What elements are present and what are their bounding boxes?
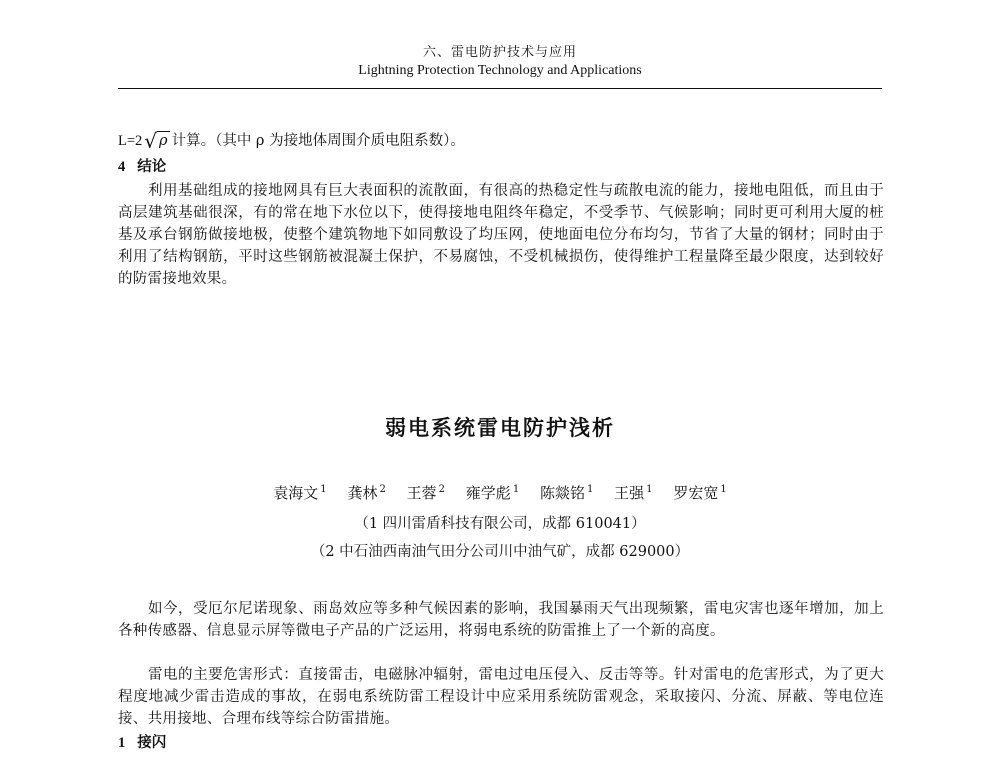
formula-text: 计算。（其中 ρ 为接地体周围介质电阻系数）。	[171, 133, 465, 149]
formula-radicand: ρ	[159, 133, 168, 149]
header-rule	[118, 88, 882, 89]
author: 王强 $^1$	[614, 484, 653, 502]
section4-number: 4	[118, 159, 126, 175]
author: 龚林 $^2$	[347, 484, 386, 502]
formula-prefix: L=2	[118, 133, 143, 149]
header-section-en: Lightning Protection Technology and Applications	[358, 63, 642, 78]
author: 罗宏宽 $^1$	[673, 484, 727, 502]
header-section-zh: 六、雷电防护技术与应用	[422, 45, 577, 60]
intro-paragraph-2: 雷电的主要危害形式：直接雷击，电磁脉冲辐射，雷电过电压侵入、反击等等。针对雷电的危害形式，为了更大程度地减少雷击造成的事故，在弱电系统防雷工程设计中应采用系统防雷观念，采取接闪、分流、屏蔽、等电位连接、共用接地、合理布线等综合防雷措施。	[118, 667, 884, 727]
author: 王蓉 $^2$	[406, 484, 446, 502]
section4-title: 结论	[137, 158, 167, 175]
sqrt-symbol: √ ρ	[144, 129, 168, 153]
section1-number: 1	[118, 735, 126, 751]
author: 袁海文 $^1$	[273, 484, 327, 502]
affiliation-1: （1 四川雷盾科技有限公司，成都 610041）	[354, 516, 646, 532]
section4-paragraph: 利用基础组成的接地网具有巨大表面积的流散面，有很高的热稳定性与疏散电流的能力，接地电阻低，而且由于高层建筑基础很深，有的常在地下水位以下，使得接地电阻终年稳定，不受季节、气候影响；同时更可利用大厦的桩基及承台钢筋做接地极，使整个建筑物地下如同敷设了均压网，使地面电位分布均匀，节省了大量的钢材；同时由于利用了结构钢筋，平时这些钢筋被混凝土保护，不易腐蚀，不受机械损伤，使得维护工程量降至最少限度，达到较好的防雷接地效果。	[118, 183, 884, 287]
section1-heading	[118, 732, 166, 754]
affiliation-2: （2 中石油西南油气田分公司川中油气矿，成都 629000）	[310, 544, 690, 560]
author: 陈燚铭 $^1$	[539, 484, 594, 502]
section1-title: 接闪	[137, 734, 167, 751]
section4-heading	[118, 156, 166, 178]
author: 雍学彪 $^1$	[465, 484, 520, 502]
formula-line	[118, 130, 465, 152]
intro-paragraph-1: 如今，受厄尔尼诺现象、雨岛效应等多种气候因素的影响，我国暴雨天气出现频繁，雷电灾害也逐年增加，加上各种传感器、信息显示屏等微电子产品的广泛运用，将弱电系统的防雷推上了一个新的高度。	[118, 601, 884, 639]
article-title: 弱电系统雷电防护浅析	[385, 415, 615, 440]
author-list	[0, 482, 1000, 503]
running-header	[0, 44, 1000, 80]
